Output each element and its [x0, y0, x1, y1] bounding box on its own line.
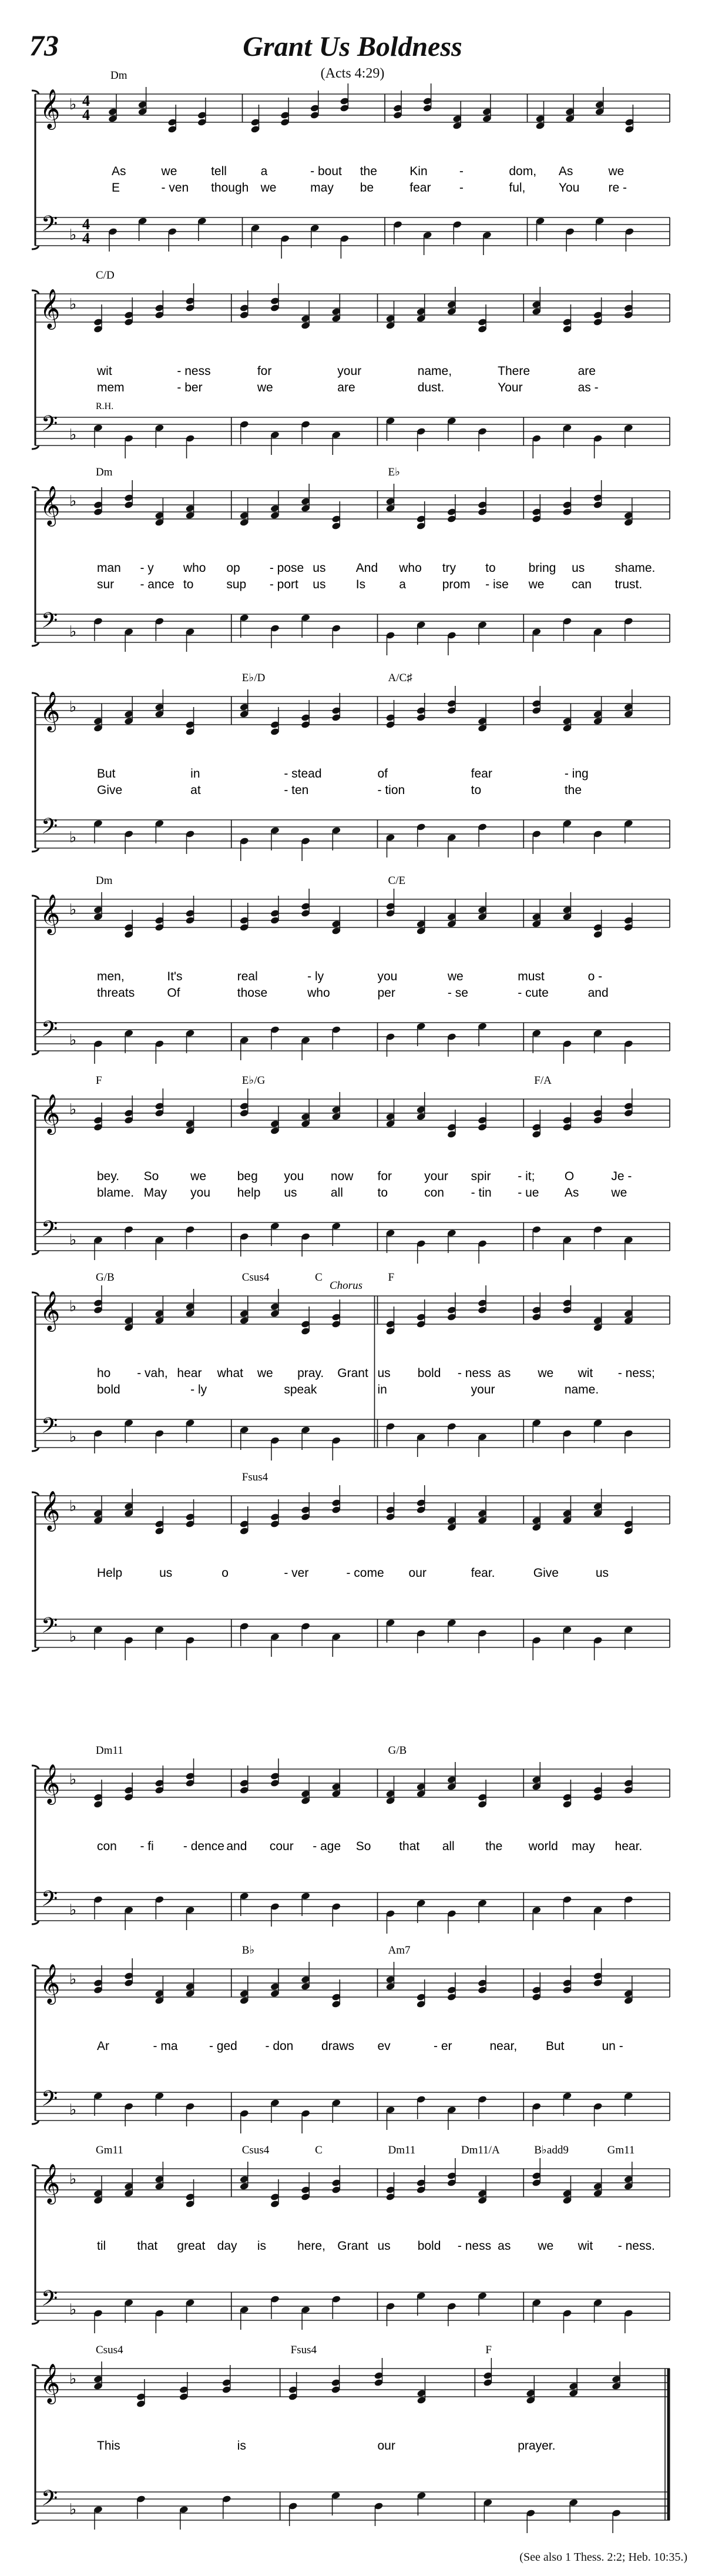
lyric-line-1: And — [355, 561, 378, 575]
flat-key-signature-icon: ♭ — [69, 2170, 77, 2188]
lyric-line-2: all — [330, 1186, 343, 1200]
lyric-line-1: wit — [578, 2239, 593, 2253]
lyric-line-1: our — [377, 2439, 395, 2453]
chord-symbol: B♭add9 — [534, 2144, 569, 2156]
lyric-line-1: is — [237, 2439, 246, 2453]
lyric-line-1: fear — [471, 767, 492, 780]
lyric-line-2: us — [284, 1186, 297, 1200]
lyric-line-2: we — [611, 1186, 627, 1200]
lyric-line-2: those — [237, 986, 268, 1000]
chord-symbol: B♭ — [241, 1944, 255, 1957]
lyric-line-2: are — [337, 381, 355, 394]
treble-clef-icon: 𝄞 — [40, 1490, 61, 1530]
lyric-line-1: Je - — [611, 1170, 632, 1183]
lyric-line-2: prom — [442, 578, 471, 591]
lyric-line-1: un - — [602, 2039, 623, 2053]
lyric-line-1: all — [442, 1840, 455, 1853]
lyric-line-2: we — [528, 578, 545, 591]
time-signature: 4 — [82, 92, 90, 109]
lyric-line-1: day — [217, 2239, 237, 2253]
lyric-line-2: sup — [226, 578, 247, 591]
lyric-line-1: us — [159, 1566, 173, 1580]
lyric-line-1: There — [498, 364, 531, 378]
lyric-line-1: must — [518, 970, 545, 983]
lyric-line-1: It's — [167, 970, 183, 983]
lyric-line-1: we — [608, 165, 625, 178]
performance-mark: Chorus — [330, 1279, 362, 1292]
treble-clef-icon: 𝄞 — [40, 1763, 61, 1803]
lyric-line-1: as — [498, 2239, 511, 2253]
chord-symbol: E♭/G — [241, 1074, 266, 1087]
lyric-line-1: that — [137, 2239, 158, 2253]
bass-clef-icon: 𝄢 — [41, 2286, 58, 2316]
lyric-line-1: til — [97, 2239, 106, 2253]
lyric-line-1: But — [546, 2039, 565, 2053]
lyric-line-1: - ness — [457, 2239, 492, 2253]
lyric-line-1: - ness. — [617, 2239, 655, 2253]
lyric-line-2: mem — [97, 381, 125, 394]
lyric-line-2: per — [377, 986, 395, 1000]
lyric-line-1: wit — [97, 364, 112, 378]
music-system — [32, 1744, 670, 1934]
lyric-line-1: the — [485, 1840, 503, 1853]
chord-symbol: Gm11 — [607, 2144, 635, 2156]
lyric-line-1: now — [330, 1170, 354, 1183]
lyric-line-2: - tion — [377, 783, 405, 797]
bass-clef-icon: 𝄢 — [41, 1613, 58, 1643]
lyric-line-1: con — [97, 1840, 117, 1853]
chord-symbol: G/B — [388, 1744, 407, 1757]
lyric-line-1: draws — [321, 2039, 355, 2053]
lyric-line-1: - ged — [209, 2039, 237, 2053]
chord-symbol: Csus4 — [241, 1271, 270, 1284]
lyric-line-1: - ness; — [617, 1366, 655, 1380]
lyric-line-2: - ber — [177, 381, 203, 394]
lyric-line-1: men, — [97, 970, 125, 983]
chord-symbol: Csus4 — [96, 2344, 123, 2356]
flat-key-signature-icon: ♭ — [69, 1231, 77, 1249]
flat-key-signature-icon: ♭ — [69, 296, 77, 313]
lyric-line-2: - ance — [140, 578, 174, 591]
chord-symbol: Dm — [110, 69, 127, 82]
flat-key-signature-icon: ♭ — [69, 1428, 77, 1446]
lyric-line-2: and — [588, 986, 609, 1000]
music-system — [32, 1944, 670, 2133]
flat-key-signature-icon: ♭ — [69, 2301, 77, 2319]
lyric-line-1: Help — [97, 1566, 123, 1580]
flat-key-signature-icon: ♭ — [69, 1771, 77, 1788]
lyric-line-1: - ma — [153, 2039, 178, 2053]
chord-symbol: C — [315, 1271, 323, 1284]
flat-key-signature-icon: ♭ — [69, 623, 77, 641]
lyric-line-2: - ise — [485, 578, 509, 591]
lyric-line-1: are — [578, 364, 596, 378]
lyric-line-1: spir — [471, 1170, 491, 1183]
lyric-line-1: pray. — [297, 1366, 324, 1380]
chord-symbol: Am7 — [388, 1944, 411, 1957]
lyric-line-2: us — [313, 578, 326, 591]
lyric-line-2: in — [377, 1383, 387, 1396]
lyric-line-1: we — [538, 1366, 554, 1380]
lyric-line-1: - it; — [518, 1170, 535, 1183]
music-system — [32, 1271, 670, 1460]
lyric-line-2: - tin — [471, 1186, 492, 1200]
lyric-line-1: your — [337, 364, 362, 378]
lyric-line-1: Grant — [337, 1366, 368, 1380]
scripture-reference: (Acts 4:29) — [320, 66, 385, 81]
lyric-line-2: blame. — [97, 1186, 135, 1200]
lyric-line-1: we — [257, 1366, 273, 1380]
lyric-line-2: can — [572, 578, 592, 591]
lyric-line-2: at — [190, 783, 201, 797]
lyric-line-1: prayer. — [518, 2439, 556, 2453]
lyric-line-2: a — [399, 578, 406, 591]
lyric-line-1: bring — [528, 561, 556, 575]
lyric-line-2: - ten — [284, 783, 309, 797]
flat-key-signature-icon: ♭ — [69, 829, 77, 846]
flat-key-signature-icon: ♭ — [69, 1498, 77, 1515]
lyric-line-1: bey. — [97, 1170, 120, 1183]
chord-symbol: F/A — [534, 1074, 552, 1087]
lyric-line-1: world — [528, 1840, 558, 1853]
lyric-line-1: fear. — [471, 1566, 495, 1580]
flat-key-signature-icon: ♭ — [69, 698, 77, 716]
lyric-line-1: that — [399, 1840, 420, 1853]
lyric-line-2: we — [260, 181, 277, 195]
lyric-line-1: - stead — [284, 767, 322, 780]
lyric-line-1: the — [360, 165, 377, 178]
lyric-line-1: as — [498, 1366, 511, 1380]
bass-clef-icon: 𝄢 — [41, 1017, 58, 1047]
lyric-line-1: we — [447, 970, 464, 983]
lyric-line-2: name. — [564, 1383, 599, 1396]
lyric-line-1: As — [558, 165, 573, 178]
lyric-line-1: a — [260, 165, 268, 178]
lyric-line-1: who — [399, 561, 422, 575]
lyric-line-1: our — [408, 1566, 427, 1580]
lyric-line-1: us — [595, 1566, 609, 1580]
chord-symbol: E♭ — [388, 466, 401, 478]
lyric-line-1: real — [237, 970, 258, 983]
lyric-line-1: - ly — [307, 970, 324, 983]
lyric-line-1: Give — [533, 1566, 559, 1580]
lyric-line-2: - cute — [518, 986, 549, 1000]
flat-key-signature-icon: ♭ — [69, 226, 77, 244]
bass-clef-icon: 𝄢 — [41, 2086, 58, 2116]
flat-key-signature-icon: ♭ — [69, 2501, 77, 2518]
chord-symbol: A/C♯ — [388, 672, 412, 684]
lyric-line-2: E — [112, 181, 120, 195]
lyric-line-1: So — [355, 1840, 371, 1853]
lyric-line-1: great — [177, 2239, 206, 2253]
lyric-line-1: - pose — [269, 561, 304, 575]
lyric-line-1: ho — [97, 1366, 111, 1380]
lyric-line-1: dom, — [509, 165, 537, 178]
chord-symbol: F — [485, 2344, 492, 2356]
lyric-line-1: wit — [578, 1366, 593, 1380]
lyric-line-1: us — [377, 1366, 391, 1380]
chord-symbol: F — [388, 1271, 395, 1284]
music-system — [32, 1074, 670, 1264]
lyric-line-2: help — [237, 1186, 261, 1200]
lyric-line-2: con — [424, 1186, 444, 1200]
music-system — [32, 69, 670, 259]
lyric-line-1: us — [313, 561, 326, 575]
lyric-line-2: as - — [578, 381, 599, 394]
lyric-line-1: we — [161, 165, 177, 178]
lyric-line-1: beg — [237, 1170, 258, 1183]
lyric-line-1: we — [538, 2239, 554, 2253]
lyric-line-2: may — [310, 181, 334, 195]
lyric-line-1: us — [377, 2239, 391, 2253]
chord-symbol: C/D — [96, 269, 115, 282]
bass-clef-icon: 𝄢 — [41, 212, 58, 242]
flat-key-signature-icon: ♭ — [69, 2370, 77, 2388]
treble-clef-icon: 𝄞 — [40, 288, 61, 328]
lyric-line-2: threats — [97, 986, 135, 1000]
flat-key-signature-icon: ♭ — [69, 1101, 77, 1118]
chord-symbol: Dm11/A — [461, 2144, 500, 2156]
lyric-line-1: - — [459, 165, 464, 178]
chord-symbol: F — [96, 1074, 102, 1087]
lyric-line-1: o - — [588, 970, 603, 983]
lyric-line-1: op — [226, 561, 240, 575]
lyric-line-1: hear. — [615, 1840, 643, 1853]
music-system — [32, 2144, 670, 2333]
lyric-line-1: - vah, — [137, 1366, 168, 1380]
lyric-line-1: - dence — [183, 1840, 224, 1853]
lyric-line-1: - don — [265, 2039, 294, 2053]
music-system — [32, 466, 670, 655]
lyric-line-1: - ver — [284, 1566, 309, 1580]
bass-clef-icon: 𝄢 — [41, 608, 58, 638]
lyric-line-2: Give — [97, 783, 123, 797]
lyric-line-1: O — [564, 1170, 575, 1183]
lyric-line-2: to — [377, 1186, 388, 1200]
lyric-line-2: - se — [447, 986, 468, 1000]
lyric-line-1: try — [442, 561, 456, 575]
lyric-line-1: - come — [346, 1566, 384, 1580]
music-system — [32, 2344, 670, 2533]
lyric-line-2: May — [143, 1186, 167, 1200]
lyric-line-2: you — [190, 1186, 211, 1200]
hymn-number: 73 — [29, 29, 59, 62]
lyric-line-1: - ness — [457, 1366, 492, 1380]
lyric-line-1: - ness — [177, 364, 211, 378]
flat-key-signature-icon: ♭ — [69, 493, 77, 510]
bass-clef-icon: 𝄢 — [41, 411, 58, 441]
lyric-line-1: But — [97, 767, 116, 780]
lyric-line-2: though — [211, 181, 249, 195]
lyric-line-1: us — [572, 561, 585, 575]
flat-key-signature-icon: ♭ — [69, 1298, 77, 1315]
lyric-line-1: we — [190, 1170, 207, 1183]
music-system — [32, 1471, 670, 1660]
flat-key-signature-icon: ♭ — [69, 901, 77, 919]
lyric-line-1: in — [190, 767, 200, 780]
flat-key-signature-icon: ♭ — [69, 96, 77, 113]
lyric-line-2: - ue — [518, 1186, 539, 1200]
lyric-line-1: cour — [269, 1840, 294, 1853]
lyric-line-2: your — [471, 1383, 495, 1396]
chord-symbol: G/B — [96, 1271, 115, 1284]
lyric-line-1: for — [257, 364, 272, 378]
lyric-line-2: to — [471, 783, 482, 797]
lyric-line-1: - fi — [140, 1840, 154, 1853]
music-system — [32, 672, 670, 861]
lyric-line-2: we — [257, 381, 273, 394]
chord-symbol: Fsus4 — [290, 2344, 317, 2356]
treble-clef-icon: 𝄞 — [40, 1290, 61, 1330]
bass-clef-icon: 𝄢 — [41, 2486, 58, 2516]
lyric-line-2: - — [459, 181, 464, 195]
chord-symbol: C/E — [388, 875, 406, 887]
lyric-line-2: speak — [284, 1383, 317, 1396]
lyric-line-2: As — [564, 1186, 579, 1200]
lyric-line-1: to — [485, 561, 496, 575]
lyric-line-1: shame. — [615, 561, 656, 575]
chord-symbol: Dm — [96, 875, 113, 887]
lyric-line-1: tell — [211, 165, 227, 178]
footnote: (See also 1 Thess. 2:2; Heb. 10:35.) — [519, 2551, 687, 2564]
lyric-line-1: what — [217, 1366, 244, 1380]
lyric-line-2: trust. — [615, 578, 643, 591]
chord-symbol: C — [315, 2144, 323, 2156]
lyric-line-2: Your — [498, 381, 523, 394]
lyric-line-1: - age — [313, 1840, 341, 1853]
chord-symbol: Dm11 — [96, 1744, 123, 1757]
lyric-line-2: to — [183, 578, 194, 591]
lyric-line-1: may — [572, 1840, 595, 1853]
time-signature: 4 — [82, 230, 90, 247]
lyric-line-1: ev — [377, 2039, 391, 2053]
chord-symbol: Csus4 — [241, 2144, 270, 2156]
lyric-line-1: and — [226, 1840, 247, 1853]
bass-clef-icon: 𝄢 — [41, 1887, 58, 1917]
music-system — [32, 875, 670, 1064]
lyric-line-1: This — [97, 2439, 120, 2453]
lyric-line-1: who — [183, 561, 206, 575]
treble-clef-icon: 𝄞 — [40, 88, 61, 128]
bass-clef-icon: 𝄢 — [41, 1217, 58, 1247]
lyric-line-1: - bout — [310, 165, 342, 178]
lyric-line-1: is — [257, 2239, 267, 2253]
lyric-line-2: - port — [269, 578, 298, 591]
flat-key-signature-icon: ♭ — [69, 1901, 77, 1919]
lyric-line-1: name, — [417, 364, 452, 378]
chord-symbol: Dm11 — [388, 2144, 416, 2156]
lyric-line-2: the — [564, 783, 582, 797]
lyric-line-1: bold — [417, 2239, 441, 2253]
lyric-line-1: As — [112, 165, 126, 178]
lyric-line-1: your — [424, 1170, 448, 1183]
lyric-line-2: be — [360, 181, 374, 195]
time-signature: 4 — [82, 216, 90, 233]
lyric-line-2: - ven — [161, 181, 189, 195]
lyric-line-1: near, — [489, 2039, 518, 2053]
lyric-line-2: You — [558, 181, 580, 195]
lyric-line-1: of — [377, 767, 388, 780]
lyric-line-1: hear — [177, 1366, 202, 1380]
lyric-line-1: Grant — [337, 2239, 368, 2253]
bass-clef-icon: 𝄢 — [41, 814, 58, 844]
lyric-line-1: - ing — [564, 767, 589, 780]
flat-key-signature-icon: ♭ — [69, 426, 77, 444]
flat-key-signature-icon: ♭ — [69, 1031, 77, 1049]
flat-key-signature-icon: ♭ — [69, 1628, 77, 1646]
performance-mark: R.H. — [96, 401, 114, 411]
lyric-line-2: Is — [355, 578, 366, 591]
lyric-line-1: man — [97, 561, 121, 575]
lyric-line-2: re - — [608, 181, 627, 195]
lyric-line-2: bold — [97, 1383, 120, 1396]
lyric-line-1: you — [284, 1170, 304, 1183]
lyric-line-1: Ar — [97, 2039, 109, 2053]
time-signature: 4 — [82, 106, 90, 123]
treble-clef-icon: 𝄞 — [40, 1963, 61, 2003]
page-title: Grant Us Boldness — [243, 31, 462, 62]
lyric-line-2: dust. — [417, 381, 445, 394]
lyric-line-1: So — [143, 1170, 159, 1183]
treble-clef-icon: 𝄞 — [40, 691, 61, 731]
lyric-line-2: ful, — [509, 181, 526, 195]
lyric-line-1: bold — [417, 1366, 441, 1380]
lyric-line-2: fear — [409, 181, 431, 195]
chord-symbol: Dm — [96, 466, 113, 478]
lyric-line-1: you — [377, 970, 398, 983]
lyric-line-2: Of — [167, 986, 180, 1000]
music-system — [32, 269, 670, 458]
lyric-line-2: - ly — [190, 1383, 207, 1396]
lyric-line-2: who — [307, 986, 330, 1000]
treble-clef-icon: 𝄞 — [40, 2163, 61, 2203]
lyric-line-1: o — [221, 1566, 229, 1580]
chord-symbol: Fsus4 — [241, 1471, 268, 1483]
chord-symbol: E♭/D — [241, 672, 266, 684]
treble-clef-icon: 𝄞 — [40, 2363, 61, 2403]
bass-clef-icon: 𝄢 — [41, 1413, 58, 1443]
lyric-line-1: - y — [140, 561, 154, 575]
flat-key-signature-icon: ♭ — [69, 1971, 77, 1988]
lyric-line-1: here, — [297, 2239, 325, 2253]
lyric-line-1: - er — [434, 2039, 452, 2053]
lyric-line-1: for — [377, 1170, 392, 1183]
lyric-line-1: Kin — [409, 165, 428, 178]
treble-clef-icon: 𝄞 — [40, 893, 61, 933]
lyric-line-2: sur — [97, 578, 115, 591]
flat-key-signature-icon: ♭ — [69, 2101, 77, 2119]
treble-clef-icon: 𝄞 — [40, 485, 61, 525]
treble-clef-icon: 𝄞 — [40, 1093, 61, 1133]
chord-symbol: Gm11 — [96, 2144, 123, 2156]
